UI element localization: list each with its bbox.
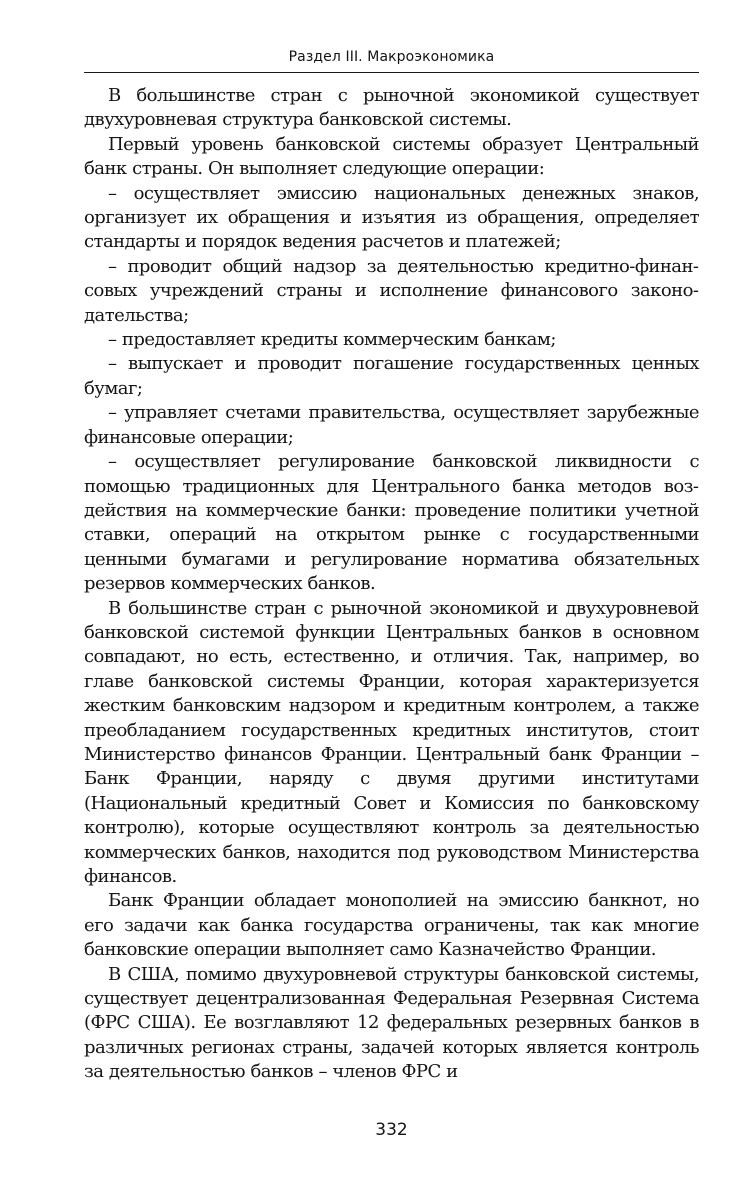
paragraph-1: В большинстве стран с рыночной экономикой существует двухуровневая структура банковской системы.: [84, 85, 699, 131]
paragraph-bank-of-france: Банк Франции обладает монополией на эмиссию банкнот, но его задачи как банка государства ограничены, так как многие банковские операции выполняет само Казначейство Франции.: [84, 890, 699, 961]
header-divider: [84, 72, 699, 73]
list-item-emission: – осуществляет эмиссию национальных денежных знаков, организует их обращения и изъятия из обращения, определяет стандарты и порядок ведения расчетов и платежей;: [84, 182, 699, 253]
running-header: Раздел III. Макроэкономика: [288, 49, 495, 65]
paragraph-2: Первый уровень банковской системы образует Центральный банк страны. Он выполняет следующие операции:: [84, 133, 699, 180]
page-body-text: [84, 84, 699, 1085]
list-item-supervision: – проводит общий надзор за деятельностью кредитно-финансовых учреждений страны и исполнение финансового законодательства;: [84, 255, 699, 326]
paragraph-france-system: В большинстве стран с рыночной экономикой и двухуровневой банковской системой функции Центральных банков в основном совпадают, но есть, естественно, и отличия. Так, например, во главе банковской системы Франции, которая характеризуется жестким банковским надзором и кредитным контролем, а также преобладанием государственных кредитных институтов, стоит Министерство финансов Франции. Центральный банк Франции – Банк Франции, наряду с двумя другими институтами (Национальный кредитный Совет и Комиссия по банковскому контролю), которые осуществляют контроль за деятельностью коммерческих банков, находится под руководством Министерства финансов.: [84, 597, 699, 887]
list-item-liquidity-regulation: – осуществляет регулирование банковской ликвидности с помощью традиционных для Центрального банка методов воздействия на коммерческие банки: проведение политики учетной ставки, операций на открытом рынке с государственными ценными бумагами и регулирование норматива обязательных резервов коммерческих банков.: [84, 451, 699, 595]
paragraph-usa-fed: В США, помимо двухуровневой структуры банковской системы, существует децентрализованная Федеральная Резервная Система (ФРС США). Ее возглавляют 12 федеральных резервных банков в различных регионах страны, задачей которых является контроль за деятельностью банков – членов ФРС и: [84, 963, 699, 1083]
list-item-credits: – предоставляет кредиты коммерческим банкам;: [108, 329, 556, 351]
list-item-securities: – выпускает и проводит погашение государственных ценных бумаг;: [84, 353, 699, 399]
list-item-government-accounts: – управляет счетами правительства, осуществляет зарубежные финансовые операции;: [84, 402, 699, 448]
page-number: 332: [375, 1120, 408, 1140]
